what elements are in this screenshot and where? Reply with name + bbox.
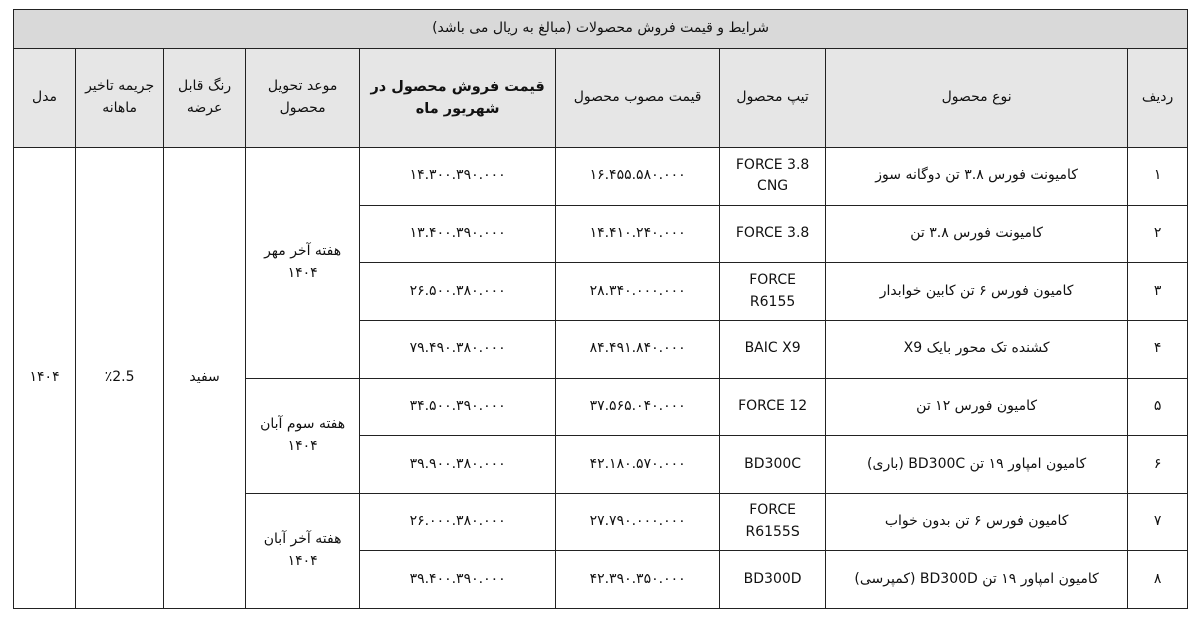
header-penalty: جریمه تاخیر ماهانه: [76, 49, 164, 148]
penalty-value: ٪2.5: [76, 148, 164, 609]
header-approved-price: قیمت مصوب محصول: [556, 49, 720, 148]
row-number: ۷: [1128, 493, 1188, 551]
header-sale-price: قیمت فروش محصول در شهریور ماه: [360, 49, 556, 148]
approved-price: ۱۶.۴۵۵.۵۸۰.۰۰۰: [556, 148, 720, 206]
product-name: کامیون امپاور ۱۹ تن BD300C (باری): [826, 436, 1128, 494]
delivery-date: هفته آخر مهر ۱۴۰۴: [246, 148, 360, 379]
header-product-name: نوع محصول: [826, 49, 1128, 148]
row-number: ۵: [1128, 378, 1188, 436]
header-delivery: موعد تحویل محصول: [246, 49, 360, 148]
sale-price: ۱۴.۳۰۰.۳۹۰.۰۰۰: [360, 148, 556, 206]
sale-price: ۲۶.۰۰۰.۳۸۰.۰۰۰: [360, 493, 556, 551]
header-row-no: ردیف: [1128, 49, 1188, 148]
header-product-type: تیپ محصول: [720, 49, 826, 148]
approved-price: ۱۴.۴۱۰.۲۴۰.۰۰۰: [556, 205, 720, 263]
row-number: ۶: [1128, 436, 1188, 494]
approved-price: ۲۸.۳۴۰.۰۰۰.۰۰۰: [556, 263, 720, 321]
product-type: FORCE 12: [720, 378, 826, 436]
product-type: FORCE R6155: [720, 263, 826, 321]
header-model: مدل: [14, 49, 76, 148]
product-type: BD300C: [720, 436, 826, 494]
approved-price: ۳۷.۵۶۵.۰۴۰.۰۰۰: [556, 378, 720, 436]
product-type: BAIC X9: [720, 320, 826, 378]
sale-price: ۳۴.۵۰۰.۳۹۰.۰۰۰: [360, 378, 556, 436]
row-number: ۸: [1128, 551, 1188, 609]
product-name: کامیون فورس ۱۲ تن: [826, 378, 1128, 436]
sale-price: ۳۹.۹۰۰.۳۸۰.۰۰۰: [360, 436, 556, 494]
color-value: سفید: [164, 148, 246, 609]
sale-price: ۱۳.۴۰۰.۳۹۰.۰۰۰: [360, 205, 556, 263]
product-type: FORCE 3.8 CNG: [720, 148, 826, 206]
table-title: شرایط و قیمت فروش محصولات (مبالغ به ریال می باشد): [14, 10, 1188, 49]
approved-price: ۲۷.۷۹۰.۰۰۰.۰۰۰: [556, 493, 720, 551]
price-table: [13, 9, 1188, 609]
table-row: [14, 148, 1188, 206]
product-name: کامیون فورس ۶ تن بدون خواب: [826, 493, 1128, 551]
product-name: کامیونت فورس ۳.۸ تن دوگانه سوز: [826, 148, 1128, 206]
delivery-date: هفته آخر آبان ۱۴۰۴: [246, 493, 360, 608]
product-type: FORCE 3.8: [720, 205, 826, 263]
approved-price: ۴۲.۱۸۰.۵۷۰.۰۰۰: [556, 436, 720, 494]
sale-price: ۷۹.۴۹۰.۳۸۰.۰۰۰: [360, 320, 556, 378]
row-number: ۱: [1128, 148, 1188, 206]
model-value: ۱۴۰۴: [14, 148, 76, 609]
delivery-date: هفته سوم آبان ۱۴۰۴: [246, 378, 360, 493]
sale-price: ۲۶.۵۰۰.۳۸۰.۰۰۰: [360, 263, 556, 321]
row-number: ۴: [1128, 320, 1188, 378]
header-color: رنگ قابل عرضه: [164, 49, 246, 148]
row-number: ۳: [1128, 263, 1188, 321]
product-name: کامیون فورس ۶ تن کابین خوابدار: [826, 263, 1128, 321]
approved-price: ۸۴.۴۹۱.۸۴۰.۰۰۰: [556, 320, 720, 378]
row-number: ۲: [1128, 205, 1188, 263]
price-table-container: [13, 9, 1187, 609]
product-name: کشنده تک محور بایک X9: [826, 320, 1128, 378]
product-type: BD300D: [720, 551, 826, 609]
product-name: کامیونت فورس ۳.۸ تن: [826, 205, 1128, 263]
product-name: کامیون امپاور ۱۹ تن BD300D (کمپرسی): [826, 551, 1128, 609]
sale-price: ۳۹.۴۰۰.۳۹۰.۰۰۰: [360, 551, 556, 609]
product-type: FORCE R6155S: [720, 493, 826, 551]
approved-price: ۴۲.۳۹۰.۳۵۰.۰۰۰: [556, 551, 720, 609]
